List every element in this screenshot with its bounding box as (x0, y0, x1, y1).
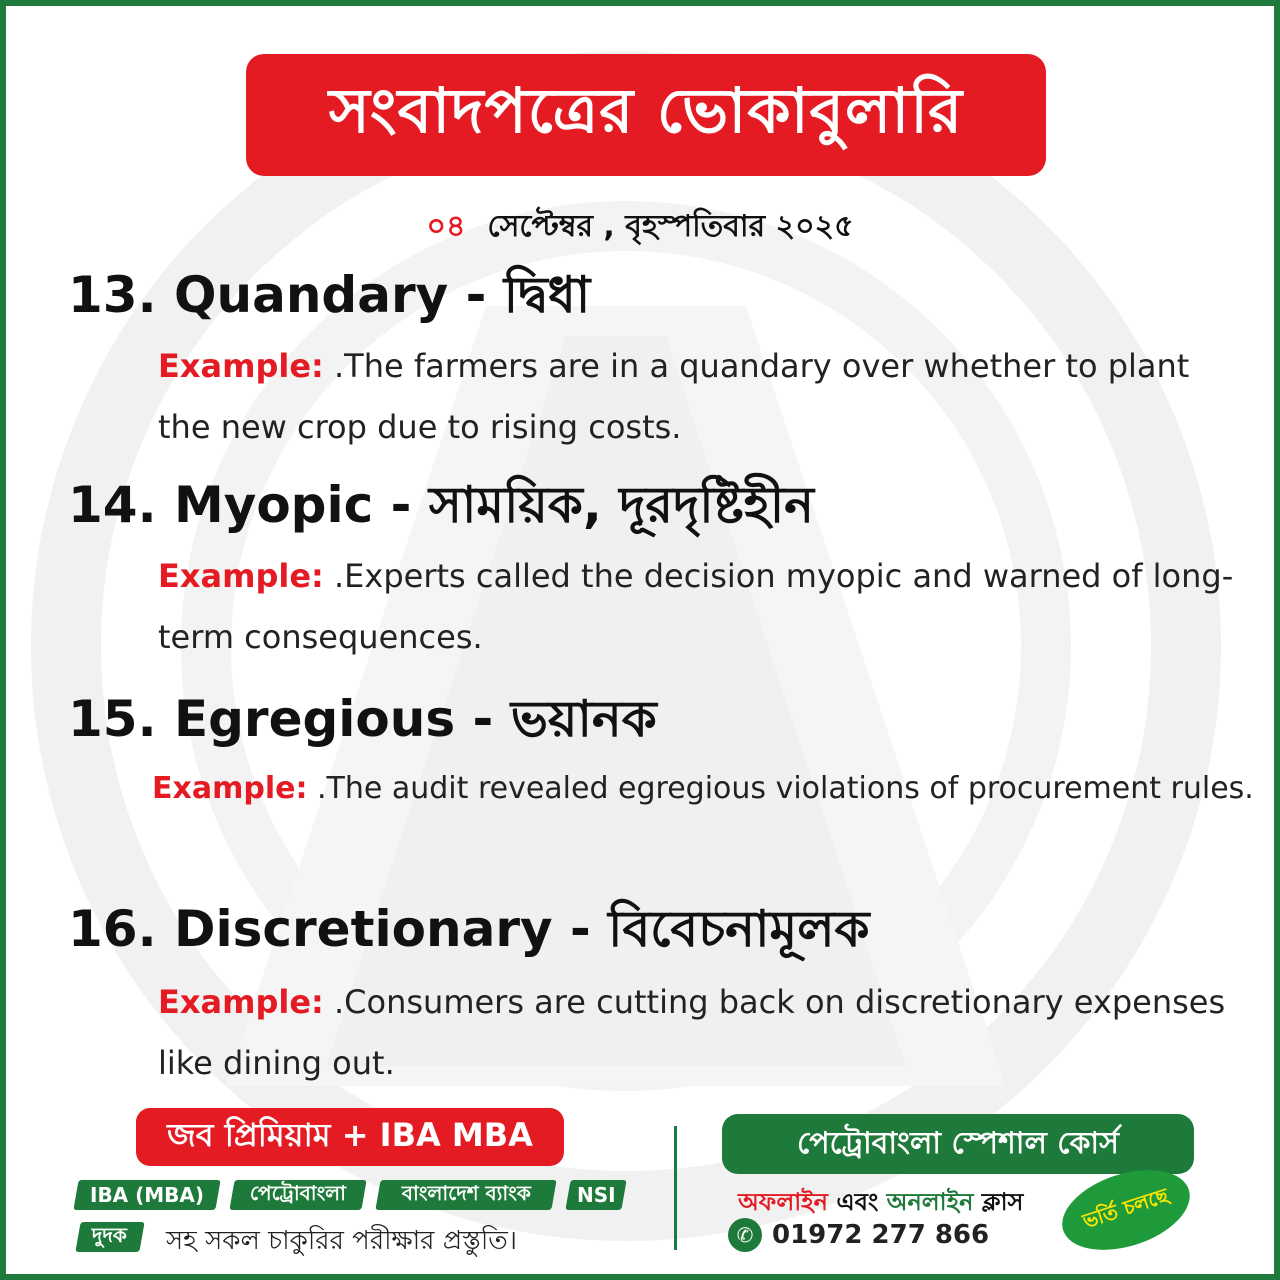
date-text: সেপ্টেম্বর , বৃহস্পতিবার ২০২৫ (487, 209, 854, 244)
job-premium-badge: জব প্রিমিয়াম + IBA MBA (136, 1108, 564, 1166)
example-text: .The farmers are in a quandary over whether to plant the new crop due to rising costs. (158, 347, 1190, 446)
date-number: ০৪ (426, 209, 466, 244)
tag-iba-mba: IBA (MBA) (73, 1180, 220, 1210)
example-13 (158, 336, 1248, 458)
example-text: .The audit revealed egregious violations of procurement rules. (317, 771, 1254, 806)
page-title: সংবাদপত্রের ভোকাবুলারি (328, 73, 964, 147)
example-text: .Experts called the decision myopic and warned of long-term consequences. (158, 557, 1234, 656)
example-label: Example: (152, 771, 308, 806)
example-15 (152, 758, 1267, 819)
special-course-badge: পেট্রোবাংলা স্পেশাল কোর্স (722, 1114, 1194, 1174)
preparation-text: সহ সকল চাকুরির পরীক্ষার প্রস্তুতি। (166, 1226, 518, 1256)
headword-16: 16. Discretionary - বিবেচনামূলক (68, 900, 870, 958)
date-line (6, 202, 1274, 253)
example-label: Example: (158, 347, 324, 385)
example-label: Example: (158, 557, 324, 595)
class-label: ক্লাস (981, 1188, 1024, 1216)
phone-number: 01972 277 866 (772, 1220, 990, 1250)
online-label: অনলাইন (886, 1188, 974, 1216)
example-16 (158, 972, 1248, 1094)
tag-nsi: NSI (565, 1180, 626, 1210)
example-label: Example: (158, 983, 324, 1021)
example-14 (158, 546, 1248, 668)
headword-14: 14. Myopic - সাময়িক, দূরদৃষ্টিহীন (68, 476, 814, 534)
tag-bangladesh-bank: বাংলাদেশ ব্যাংক (375, 1180, 556, 1210)
footer-divider (674, 1126, 677, 1250)
admission-ongoing-stamp: ভর্তি চলছে (1052, 1155, 1200, 1264)
tag-dudok: দুদক (75, 1222, 144, 1252)
offline-label: অফলাইন (738, 1188, 828, 1216)
whatsapp-icon: ✆ (728, 1218, 762, 1252)
headword-15: 15. Egregious - ভয়ানক (68, 690, 657, 748)
title-banner (246, 54, 1046, 176)
tag-petrobangla: পেট্রোবাংলা (229, 1180, 366, 1210)
example-text: .Consumers are cutting back on discretionary expenses like dining out. (158, 983, 1226, 1082)
contact-phone[interactable] (728, 1218, 989, 1252)
and-label: এবং (836, 1188, 879, 1216)
headword-13: 13. Quandary - দ্বিধা (68, 266, 591, 324)
